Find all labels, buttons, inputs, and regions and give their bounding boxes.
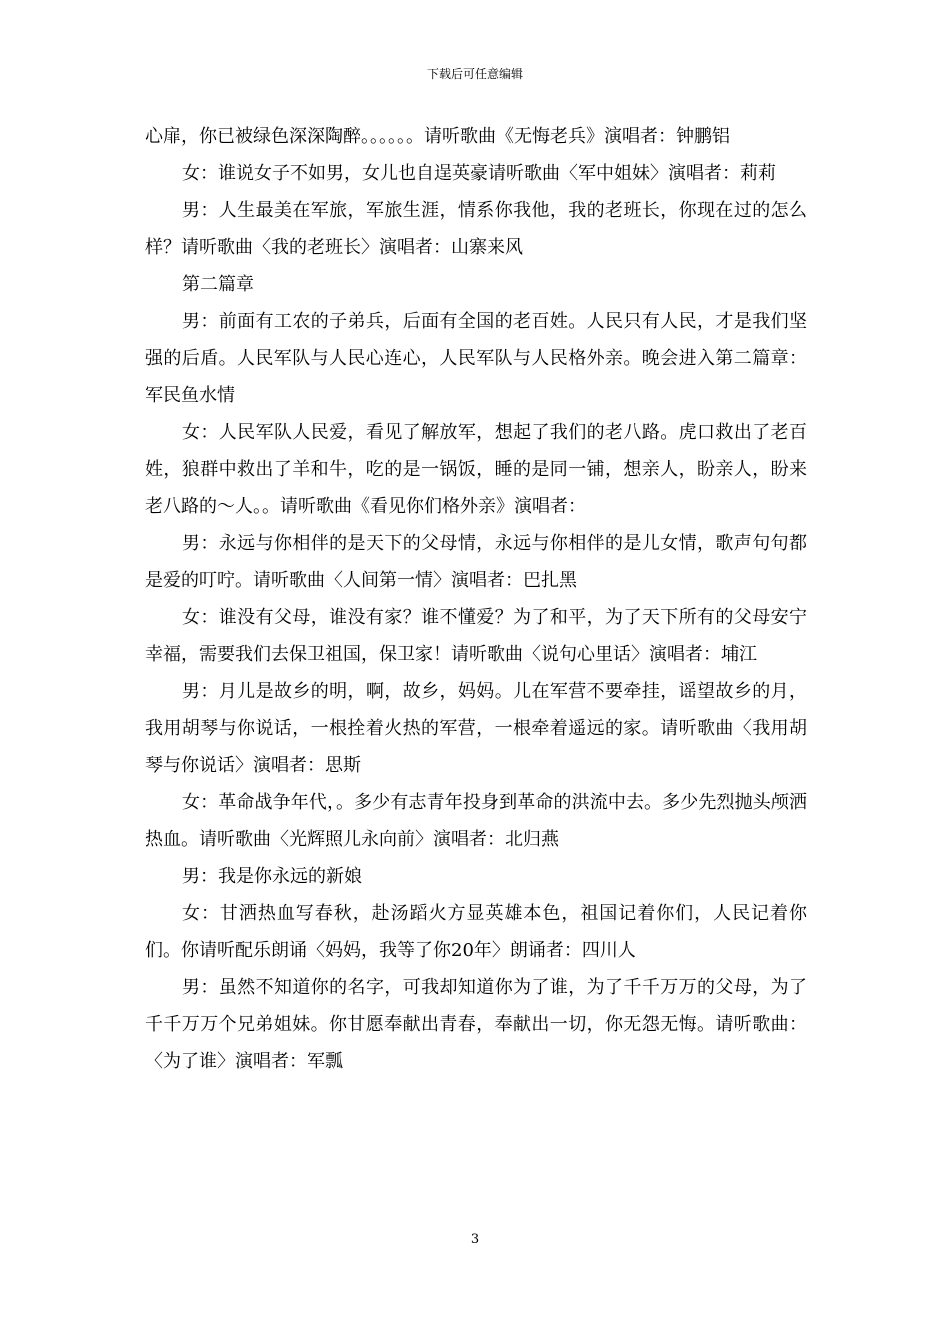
paragraph: 男：月儿是故乡的明，啊，故乡，妈妈。儿在军营不要牵挂，谣望故乡的月，我用胡琴与你说话，一根拴着火热的军营，一根牵着遥远的家。请听歌曲〈我用胡琴与你说话〉演唱者：思斯 <box>145 681 807 776</box>
paragraph: 男：虽然不知道你的名字，可我却知道你为了谁，为了千千万万的父母，为了千千万万个兄弟姐妹。你甘愿奉献出青春，奉献出一切，你无怨无悔。请听歌曲：〈为了谁〉演唱者：军瓢 <box>145 977 807 1072</box>
paragraph: 女：革命战争年代，。多少有志青年投身到革命的洪流中去。多少先烈抛头颅洒热血。请听歌曲〈光辉照儿永向前〉演唱者：北归燕 <box>145 792 807 850</box>
paragraph: 男：人生最美在军旅，军旅生涯，情系你我他，我的老班长，你现在过的怎么样？请听歌曲〈我的老班长〉演唱者：山寨来风 <box>145 200 807 258</box>
page-number: 3 <box>470 1232 480 1247</box>
section-heading: 第二篇章 <box>182 274 254 295</box>
paragraph: 女：谁没有父母，谁没有家？谁不懂爱？为了和平，为了天下所有的父母安宁幸福，需要我们去保卫祖国，保卫家！请听歌曲〈说句心里话〉演唱者：埔江 <box>145 607 807 665</box>
paragraph: 心扉，你已被绿色深深陶醉。。。。。。请听歌曲《无悔老兵》演唱者：钟鹏铝 <box>145 126 730 147</box>
document-body <box>145 118 807 1080</box>
paragraph: 男：前面有工农的子弟兵，后面有全国的老百姓。人民只有人民，才是我们坚强的后盾。人民军队与人民心连心，人民军队与人民格外亲。晚会进入第二篇章：军民鱼水情 <box>145 311 807 406</box>
paragraph: 男：我是你永远的新娘 <box>182 866 362 887</box>
paragraph: 女：甘洒热血写春秋，赴汤蹈火方显英雄本色，祖国记着你们，人民记着你们。你请听配乐朗诵〈妈妈，我等了你20年〉朗诵者：四川人 <box>145 903 807 961</box>
paragraph: 女：谁说女子不如男，女儿也自逞英豪请听歌曲〈军中姐妹〉演唱者：莉莉 <box>182 163 776 184</box>
page-header: 下载后可任意编辑 <box>426 67 523 81</box>
paragraph: 女：人民军队人民爱，看见了解放军，想起了我们的老八路。虎口救出了老百姓，狼群中救出了羊和牛，吃的是一锅饭，睡的是同一铺，想亲人，盼亲人，盼来老八路的～人。。请听歌曲《看见你们格外亲》演唱者： <box>145 422 807 517</box>
paragraph: 男：永远与你相伴的是天下的父母情，永远与你相伴的是儿女情，歌声句句都是爱的叮咛。请听歌曲〈人间第一情〉演唱者：巴扎黑 <box>145 533 807 591</box>
